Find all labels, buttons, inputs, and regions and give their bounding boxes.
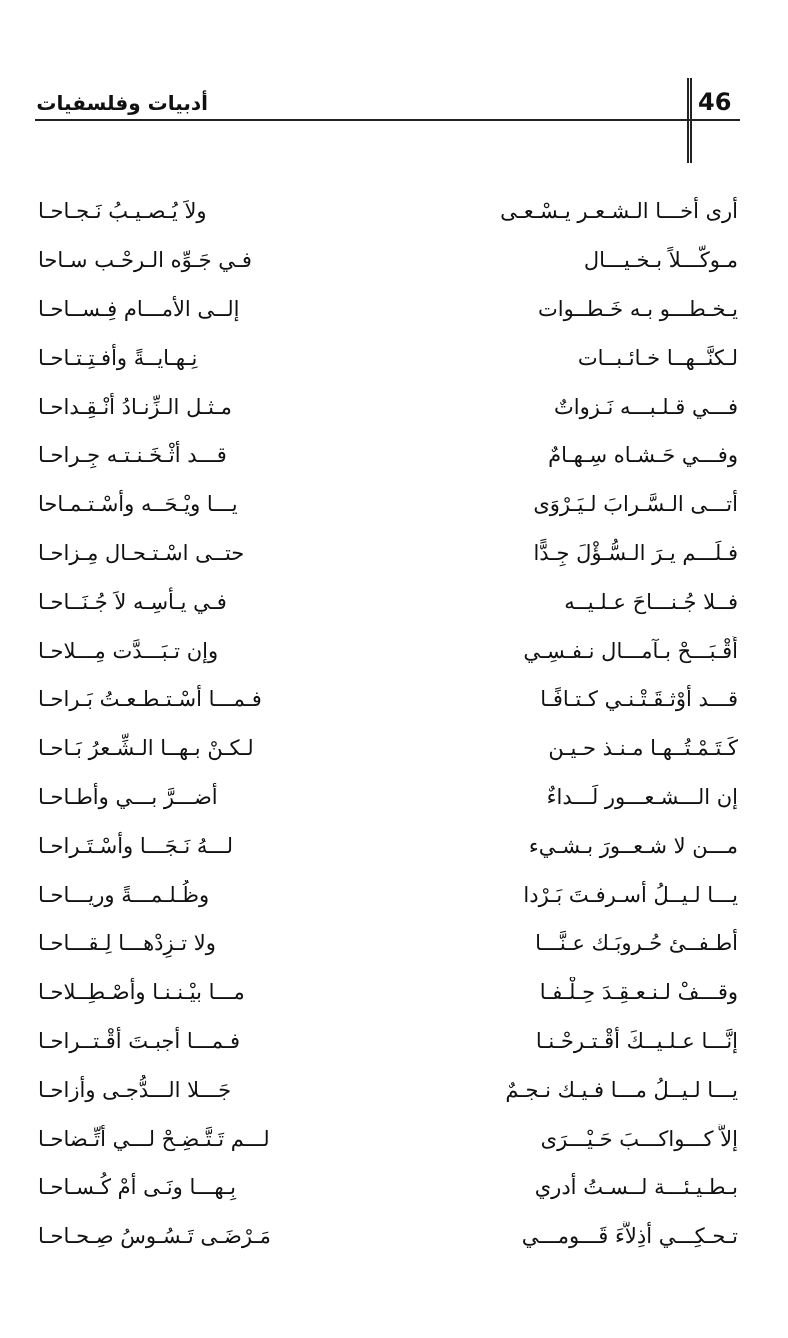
verse-line xyxy=(38,187,738,236)
second-hemistich: ولاَ يُـصـيـبُ نَـجـاحـا xyxy=(38,199,207,224)
second-hemistich: بِـهـــا ونَـى أمْ كُـسـاحـا xyxy=(38,1175,237,1200)
second-hemistich: وإن تـبَـــدَّت مِـــلاحـا xyxy=(38,638,219,663)
first-hemistich: يـــا لـيــلُ مـــا فـيـك نـجـمٌ xyxy=(505,1077,738,1102)
second-hemistich: إلــى الأمـــام فِـســاحـا xyxy=(38,296,240,321)
second-hemistich: مَـرْضَـى تَـسُـوسُ صِـحـاحـا xyxy=(38,1224,271,1249)
first-hemistich: مـوكَّـــلاً بـخـيـــال xyxy=(583,248,738,273)
page-number: 46 xyxy=(698,88,732,116)
first-hemistich: أطـفــئ حُـروبَـك عـنَّـــا xyxy=(535,931,738,956)
first-hemistich: تـحـكِـــي أذِلاَّءَ قَـــومـــي xyxy=(521,1224,738,1249)
verse-line xyxy=(38,919,738,968)
first-hemistich: وفـــي حَـشـاه سِـهـامٌ xyxy=(548,443,738,468)
second-hemistich: نِـهـايــةً وأفـتِـتـاحـا xyxy=(38,345,198,370)
second-hemistich: يـــا ويْـحَــه وأسْـتـمـاحا xyxy=(38,492,238,517)
second-hemistich: لـــهُ نَـجَـــا وأسْـتَـراحـا xyxy=(38,833,234,858)
second-hemistich: ولا تـزِدْهـــا لِـقـــاحـا xyxy=(38,931,216,956)
second-hemistich: وظُـلـمـــةً وريـــاحـا xyxy=(38,882,210,907)
verse-line xyxy=(38,773,738,822)
second-hemistich: فـمـــا أسْـتـطـعـتُ بَـراحـا xyxy=(38,687,262,712)
verse-line xyxy=(38,431,738,480)
second-hemistich: جَـــلا الـــدُّجـى وأزاحـا xyxy=(38,1077,232,1102)
first-hemistich: أَقْـبَـــحْ بـآمـــال نـفـسِـي xyxy=(523,638,738,663)
first-hemistich: يـخـطـــو بـه خَـطــوات xyxy=(538,296,738,321)
verse-line xyxy=(38,821,738,870)
first-hemistich: فـــي قـلـبـــه نَـزواتٌ xyxy=(553,394,738,419)
verse-line xyxy=(38,333,738,382)
second-hemistich: فـمـــا أجبـتَ أقْـتــراحـا xyxy=(38,1028,241,1053)
verse-line xyxy=(38,968,738,1017)
verse-line xyxy=(38,724,738,773)
first-hemistich: أتـــى الـسَّـرابَ لـيَـرْوَى xyxy=(533,492,738,517)
first-hemistich: لـكنَّــهــا خـائـبــات xyxy=(577,345,738,370)
poem-text xyxy=(38,187,738,1252)
verse-line xyxy=(38,870,738,919)
second-hemistich: قـــد أثْـخَـنـتـه جِـراحـا xyxy=(38,443,227,468)
first-hemistich: يـــا لـيــلُ أسـرفـتَ بَـرْدا xyxy=(523,882,738,907)
verse-line xyxy=(38,626,738,675)
verse-line xyxy=(38,480,738,529)
second-hemistich: أضـــرَّ بـــي وأطـاحـا xyxy=(38,784,218,809)
verse-line xyxy=(38,1017,738,1066)
first-hemistich: فـلَـــم يـرَ الـسُّـؤْلَ جِـدًّا xyxy=(533,540,738,565)
first-hemistich: فــلا جُـنـــاحَ عـلـيــه xyxy=(564,589,738,614)
first-hemistich: وقـــفْ لـنـعـقِـدَ حِـلْـفـا xyxy=(539,980,738,1005)
first-hemistich: أرى أخـــا الـشـعـر يـسْـعـى xyxy=(500,199,738,224)
first-hemistich: مـــن لا شـعــورَ بـشـيء xyxy=(528,833,738,858)
verse-line xyxy=(38,236,738,285)
verse-line xyxy=(38,577,738,626)
second-hemistich: مـثـل الـزِّنـادُ أنْـقِـداحـا xyxy=(38,394,232,419)
verse-line xyxy=(38,1065,738,1114)
first-hemistich: إنَّـــا عـلـيــكَ أقْـتـرحْـنـا xyxy=(535,1028,738,1053)
verse-line xyxy=(38,675,738,724)
second-hemistich: حتــى اسْـتـحـال مِـزاحـا xyxy=(38,540,245,565)
verse-line xyxy=(38,1114,738,1163)
second-hemistich: مـــا بيْـنـنـا وأصْـطِــلاحـا xyxy=(38,980,245,1005)
running-header-title: أدبيات وفلسفيات xyxy=(36,91,208,115)
first-hemistich: قـــد أوْثـقَـتْـنـي كـتـافًـا xyxy=(540,687,738,712)
second-hemistich: فـي جَـوِّه الـرحْـب سـاحا xyxy=(38,248,252,273)
second-hemistich: لـكـنْ بـهــا الـشِّـعرُ بَـاحـا xyxy=(38,736,254,761)
header-horizontal-rule xyxy=(35,119,740,121)
first-hemistich: إلاَّ كـــواكـــبَ حَـيْـــرَى xyxy=(540,1126,738,1151)
header-vertical-rule xyxy=(687,78,692,163)
first-hemistich: إن الـــشـعـــور لَـــداءٌ xyxy=(546,784,738,809)
verse-line xyxy=(38,1163,738,1212)
verse-line xyxy=(38,1212,738,1261)
verse-line xyxy=(38,529,738,578)
verse-line xyxy=(38,382,738,431)
first-hemistich: بـطـيـئـــة لــسـتُ أدري xyxy=(534,1175,738,1200)
verse-line xyxy=(38,285,738,334)
second-hemistich: فـي يـأسِـه لاَ جُـنَــاحـا xyxy=(38,589,227,614)
first-hemistich: كَـتَـمْـتُــهـا مـنـذ حـيـن xyxy=(548,736,738,761)
second-hemistich: لـــم تَـتَّـضِـحْ لـــي أتِّـضاحـا xyxy=(38,1126,270,1151)
